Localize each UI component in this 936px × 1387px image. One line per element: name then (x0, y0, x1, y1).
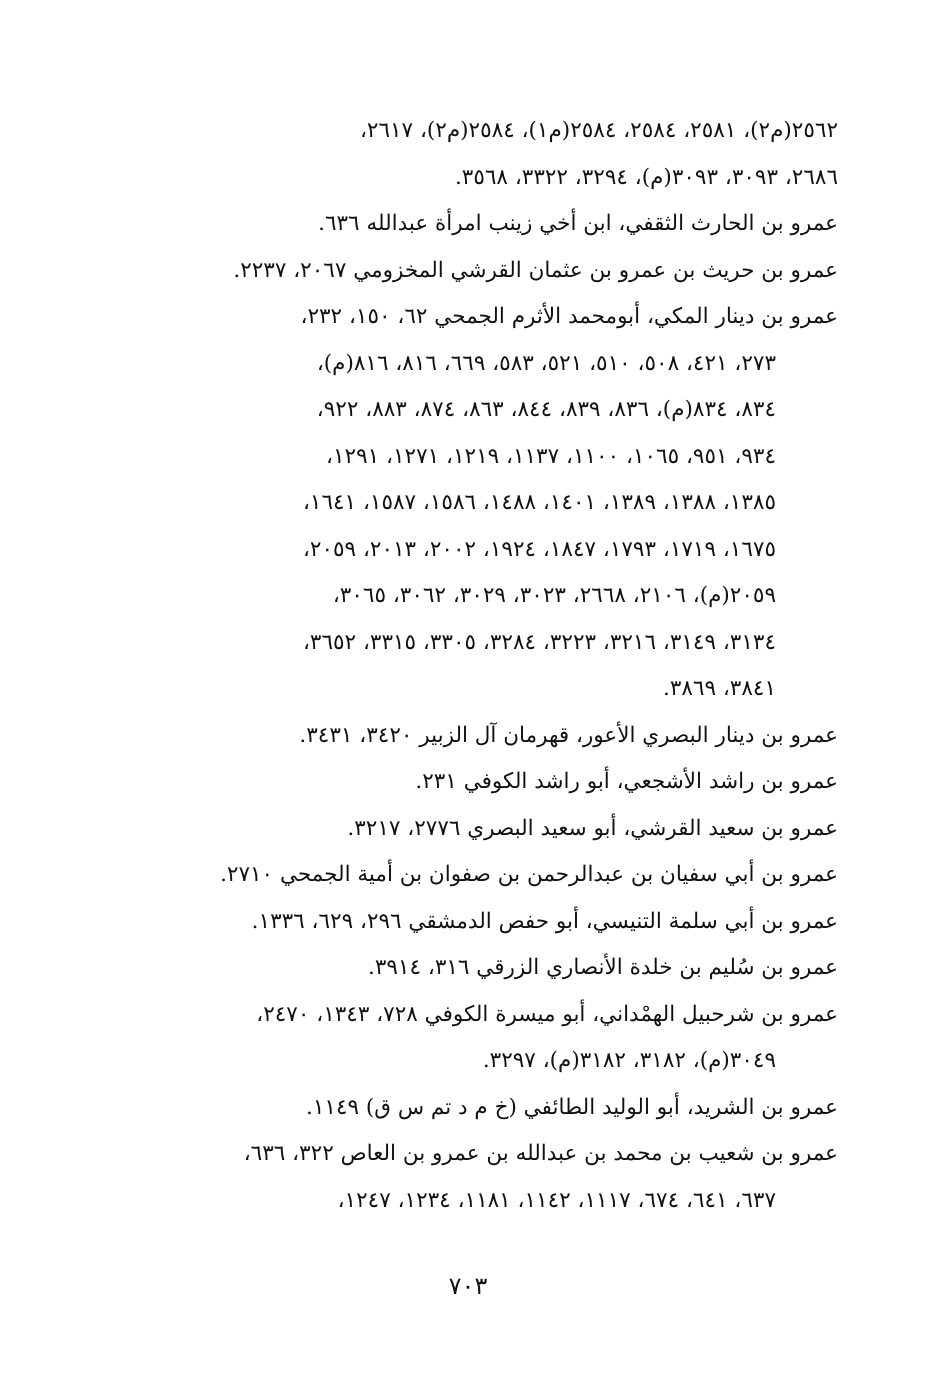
index-line-4: عمرو بن حريث بن عمرو بن عثمان القرشي المخزومي ٢٠٦٧، ٢٢٣٧. (233, 257, 838, 283)
index-line-14: عمرو بن دينار البصري الأعور، قهرمان آل الزبير ٣٤٢٠، ٣٤٣١. (299, 722, 838, 748)
index-page-body (130, 108, 838, 1224)
index-line-23: عمرو بن شعيب بن محمد بن عبدالله بن عمرو بن العاص ٣٢٢، ٦٣٦، (243, 1141, 838, 1166)
index-line-3: عمرو بن الحارث الثقفي، ابن أخي زينب امرأة عبدالله ٦٣٦. (318, 211, 838, 236)
index-line-22: عمرو بن الشريد، أبو الوليد الطائفي (خ م د تم س ق) ١١٤٩. (306, 1094, 838, 1120)
index-line-5: عمرو بن دينار المكي، أبومحمد الأثرم الجمحي ٦٢، ١٥٠، ٢٣٢، (300, 304, 838, 329)
index-line-18: عمرو بن أبي سلمة التنيسي، أبو حفص الدمشقي ٢٩٦، ٦٢٩، ١٣٣٦. (251, 908, 838, 934)
index-line-13: ٣٨٤١، ٣٨٦٩. (662, 676, 776, 701)
index-line-12: ٣١٣٤، ٣١٤٩، ٣٢١٦، ٣٢٢٣، ٣٢٨٤، ٣٣٠٥، ٣٣١٥، ٣٦٥٢، (302, 629, 776, 655)
index-line-7: ٨٣٤، ٨٣٤(م)، ٨٣٦، ٨٣٩، ٨٤٤، ٨٦٣، ٨٧٤، ٨٨٣، ٩٢٢، (316, 397, 776, 422)
index-line-24: ٦٣٧، ٦٤١، ٦٧٤، ١١١٧، ١١٤٢، ١١٨١، ١٢٣٤، ١٢٤٧، (337, 1187, 776, 1213)
index-line-2: ٢٦٨٦، ٣٠٩٣، ٣٠٩٣(م)، ٣٢٩٤، ٣٣٢٢، ٣٥٦٨. (454, 164, 838, 190)
index-line-9: ١٣٨٥، ١٣٨٨، ١٣٨٩، ١٤٠١، ١٤٨٨، ١٥٨٦، ١٥٨٧، ١٦٤١، (302, 490, 776, 515)
index-line-16: عمرو بن سعيد القرشي، أبو سعيد البصري ٢٧٧٦، ٣٢١٧. (347, 815, 838, 841)
index-line-17: عمرو بن أبي سفيان بن عبدالرحمن بن صفوان بن أمية الجمحي ٢٧١٠. (220, 862, 838, 887)
index-line-11: ٢٠٥٩(م)، ٢١٠٦، ٢٦٦٨، ٣٠٢٣، ٣٠٢٩، ٣٠٦٢، ٣٠٦٥، (332, 583, 776, 608)
page-number: ٧٠٣ (448, 1272, 488, 1300)
index-line-6: ٢٧٣، ٤٢١، ٥٠٨، ٥١٠، ٥٢١، ٥٨٣، ٦٦٩، ٨١٦، ٨١٦(م)، (316, 350, 776, 376)
index-line-15: عمرو بن راشد الأشجعي، أبو راشد الكوفي ٢٣١. (415, 769, 838, 794)
index-line-20: عمرو بن شرحبيل الهمْداني، أبو ميسرة الكوفي ٧٢٨، ١٣٤٣، ٢٤٧٠، (256, 1001, 838, 1027)
index-line-8: ٩٣٤، ٩٥١، ١٠٦٥، ١١٠٠، ١١٣٧، ١٢١٩، ١٢٧١، ١٢٩١، (326, 443, 776, 469)
index-line-10: ١٦٧٥، ١٧١٩، ١٧٩٣، ١٨٤٧، ١٩٢٤، ٢٠٠٢، ٢٠١٣، ٢٠٥٩، (302, 536, 776, 562)
index-line-21: ٣٠٤٩(م)، ٣١٨٢، ٣١٨٢(م)، ٣٢٩٧. (482, 1048, 776, 1073)
index-line-1: ٢٥٦٢(م٢)، ٢٥٨١، ٢٥٨٤، ٢٥٨٤(م١)، ٢٥٨٤(م٢)، ٢٦١٧، (359, 118, 838, 143)
index-line-19: عمرو بن سُليم بن خلدة الأنصاري الزرقي ٣١٦، ٣٩١٤. (367, 955, 838, 980)
